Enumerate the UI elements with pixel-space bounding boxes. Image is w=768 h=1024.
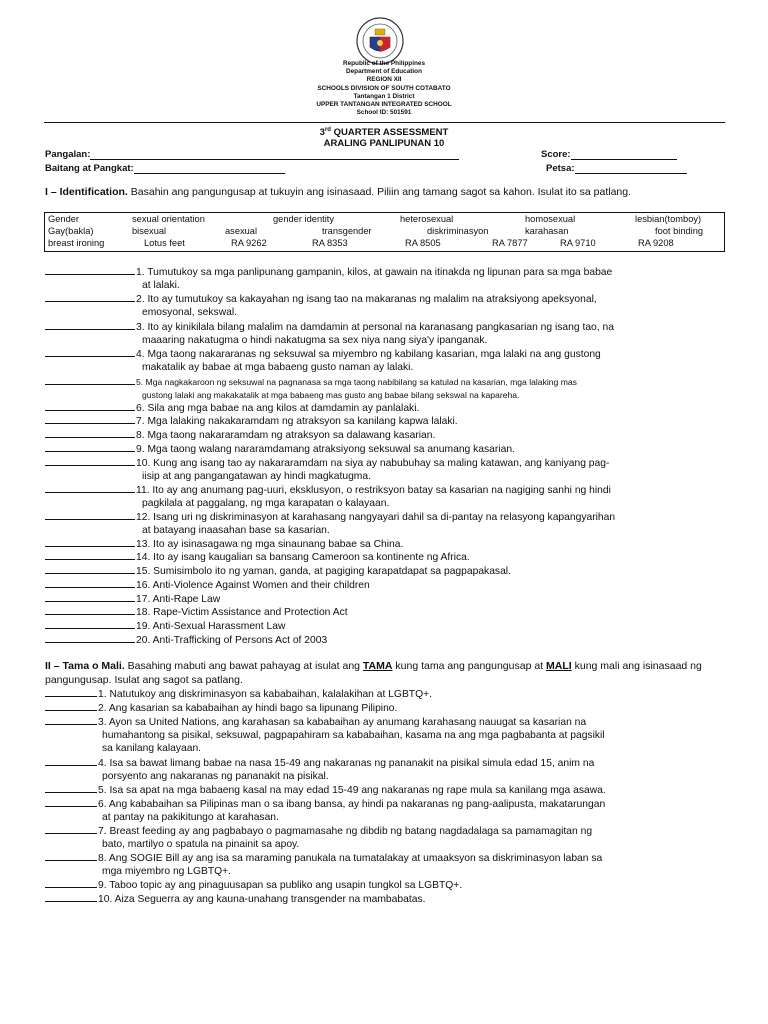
question-text: 19. Anti-Sexual Harassment Law [136, 621, 286, 632]
question-line [45, 374, 745, 389]
question-text: 10. Aiza Seguerra ay ang kauna-unahang transgender na mambabatas. [98, 894, 426, 905]
question-text: 3. Ayon sa United Nations, ang karahasan sa kababaihan ay anumang karahasang nauugat sa kasarian na [98, 717, 587, 728]
answer-blank[interactable] [45, 714, 97, 725]
answer-blank[interactable] [45, 482, 135, 493]
score-blank[interactable] [571, 149, 677, 160]
question-line [45, 482, 745, 497]
header-line: Tantangan 1 District [353, 92, 415, 100]
question-line [45, 755, 745, 770]
answer-blank[interactable] [45, 823, 97, 834]
question-text: 6. Ang kababaihan sa Pilipinas man o sa ibang bansa, ay hindi pa nakaranas ng pang-aalipusta, makatarungan [98, 799, 606, 810]
question-line [45, 413, 745, 428]
question-line [45, 618, 745, 633]
question-item [45, 413, 745, 428]
question-item [45, 563, 745, 578]
question-text: 4. Mga taong nakararanas ng seksuwal sa miyembro ng kabilang kasarian, mga lalaki na ang gustong [136, 349, 601, 360]
question-item [45, 714, 745, 755]
question-continuation: emosyonal, sekswal. [142, 307, 237, 318]
header-line: Department of Education [346, 68, 422, 76]
header-divider [44, 122, 725, 123]
question-text: 2. Ang kasarian sa kababaihan ay hindi bago sa lipunang Pilipino. [98, 703, 398, 714]
header-line: SCHOOLS DIVISION OF SOUTH COTABATO [317, 84, 451, 92]
answer-blank[interactable] [45, 782, 97, 793]
answer-blank[interactable] [45, 549, 135, 560]
question-continuation: maaaring nakatugma o hindi nakatugma sa sex niya nang siya'y ipanganak. [142, 335, 488, 346]
question-line [45, 509, 745, 524]
assessment-title: 3rd QUARTER ASSESSMENT [319, 127, 449, 139]
question-text: 11. Ito ay ang anumang pag-uuri, eksklusyon, o restriksyon batay sa kasarian na nagiging sanhi ng hindi [136, 485, 611, 496]
choice: asexual [225, 226, 258, 236]
answer-blank[interactable] [45, 632, 135, 643]
answer-blank[interactable] [45, 755, 97, 766]
score-field[interactable]: Score: [541, 149, 677, 160]
answer-blank[interactable] [45, 441, 135, 452]
choice: heterosexual [400, 214, 454, 224]
question-line [45, 714, 745, 729]
question-text: 9. Taboo topic ay ang pinaguusapan sa publiko ang usapin tungkol sa LGBTQ+. [98, 880, 463, 891]
question-text: 10. Kung ang isang tao ay nakararamdam na siya ay nabubuhay sa maling katawan, ang kaniyang pag- [136, 458, 610, 469]
question-text: 2. Ito ay tumutukoy sa kakayahan ng isang tao na makaranas ng malalim na atraksiyong apeksyonal, [136, 294, 597, 305]
question-continuation: mga miyembro ng LGBTQ+. [102, 866, 232, 877]
question-line [45, 291, 745, 306]
question-line [45, 850, 745, 865]
answer-blank[interactable] [45, 891, 97, 902]
question-line [45, 427, 745, 442]
question-line [45, 264, 745, 279]
question-text: 3. Ito ay kinikilala bilang malalim na damdamin at personal na karanasang pangkasarian ng isang tao, na [136, 322, 614, 333]
answer-blank[interactable] [45, 604, 135, 615]
answer-blank[interactable] [45, 686, 97, 697]
date-blank[interactable] [575, 163, 687, 174]
question-item [45, 291, 745, 319]
answer-blank[interactable] [45, 700, 97, 711]
question-line [45, 346, 745, 361]
question-text: 15. Sumisimbolo ito ng yaman, ganda, at pagiging karapatdapat sa pagpapakasal. [136, 566, 511, 577]
question-line [45, 823, 745, 838]
question-line [45, 782, 745, 797]
question-line [45, 319, 745, 334]
deped-seal-icon [356, 17, 404, 65]
date-field[interactable]: Petsa: [546, 163, 687, 174]
question-item [45, 509, 745, 537]
question-continuation: porsyento ang nakaranas ng pananakit na pisikal. [102, 771, 329, 782]
choice: homosexual [525, 214, 576, 224]
question-continuation: makatalik ay babae at mga babaeng gusto naman ay lalaki. [142, 362, 414, 373]
answer-blank[interactable] [45, 264, 135, 275]
question-text: 14. Ito ay isang kaugalian sa bansang Cameroon sa kontinente ng Africa. [136, 552, 470, 563]
school-header [0, 60, 768, 117]
question-text: 20. Anti-Trafficking of Persons Act of 2003 [136, 635, 328, 646]
choice: Gay(bakla) [48, 226, 94, 236]
question-continuation: pagkilala at paggalang, ng mga karapatan o kalayaan. [142, 498, 390, 509]
choice: foot binding [655, 226, 704, 236]
grade-section-field[interactable]: Baitang at Pangkat: [45, 163, 285, 174]
answer-blank[interactable] [45, 850, 97, 861]
answer-blank[interactable] [45, 291, 135, 302]
answer-blank[interactable] [45, 509, 135, 520]
question-line [45, 796, 745, 811]
question-text: 5. Mga nagkakaroon ng seksuwal na pagnanasa sa mga taong nabibilang sa katulad na kasarian, mga lalaking mas [136, 377, 577, 387]
answer-blank[interactable] [45, 413, 135, 424]
header-line: REGION XII [366, 76, 402, 84]
grade-blank[interactable] [134, 163, 285, 174]
question-item [45, 577, 745, 592]
question-continuation: at batayang inaasahan base sa kasarian. [142, 525, 330, 536]
question-line [45, 441, 745, 456]
question-continuation: humahantong sa pisikal, seksuwal, pagpapahiram sa kababaihan, kasama na ang mga pagbabanta at pagsikil [102, 730, 605, 741]
question-text: 8. Mga taong nakararamdam ng atraksyon sa dalawang kasarian. [136, 430, 436, 441]
question-text: 7. Mga lalaking nakakaramdam ng atraksyon sa kanilang kapwa lalaki. [136, 416, 458, 427]
choices-box [44, 212, 725, 252]
question-item [45, 755, 745, 783]
choice: RA 8353 [312, 238, 348, 248]
question-item [45, 632, 745, 647]
choice: bisexual [132, 226, 167, 236]
question-text: 17. Anti-Rape Law [136, 594, 221, 605]
question-item [45, 346, 745, 374]
answer-blank[interactable] [45, 577, 135, 588]
question-continuation: sa kanilang kalayaan. [102, 743, 202, 754]
question-line [45, 563, 745, 578]
answer-blank[interactable] [45, 319, 135, 330]
answer-blank[interactable] [45, 536, 135, 547]
question-line [45, 604, 745, 619]
answer-blank[interactable] [45, 796, 97, 807]
answer-blank[interactable] [45, 427, 135, 438]
question-continuation: gustong lalaki ang makakatalik at mga babaeng mas gusto ang babae bilang sekswal na kapareha. [142, 390, 520, 400]
question-item [45, 441, 745, 456]
choice: RA 9262 [231, 238, 267, 248]
question-continuation: at pantay na pakikitungo at karahasan. [102, 812, 279, 823]
choice: RA 9710 [560, 238, 596, 248]
answer-blank[interactable] [45, 591, 135, 602]
choice: sexual orientation [132, 214, 205, 224]
question-item [45, 796, 745, 824]
question-line [45, 686, 745, 701]
question-item [45, 604, 745, 619]
question-text: 9. Mga taong walang nararamdamang atraksiyong seksuwal sa anumang kasarian. [136, 444, 515, 455]
question-line [45, 577, 745, 592]
question-continuation: iisip at ang pangangatawan ay hindi magkatugma. [142, 471, 371, 482]
question-line [45, 549, 745, 564]
question-item [45, 877, 745, 892]
question-item [45, 850, 745, 878]
question-item [45, 891, 745, 906]
question-continuation: bato, martilyo o spatula na pinainit sa apoy. [102, 839, 300, 850]
question-item [45, 686, 745, 701]
question-text: 7. Breast feeding ay ang pagbabayo o pagmamasahe ng dibdib ng batang nagdadalaga sa pamamagitan ng [98, 826, 593, 837]
question-item [45, 700, 745, 715]
question-text: 16. Anti-Violence Against Women and their children [136, 580, 370, 591]
choice: gender identity [273, 214, 334, 224]
question-text: 1. Natutukoy ang diskriminasyon sa kababaihan, kalalakihan at LGBTQ+. [98, 689, 432, 700]
question-item [45, 549, 745, 564]
name-blank[interactable] [90, 149, 459, 160]
question-text: 1. Tumutukoy sa mga panlipunang gampanin, kilos, at gawain na itinakda ng lipunan para sa mga babae [136, 267, 613, 278]
question-line [45, 891, 745, 906]
question-text: 4. Isa sa bawat limang babae na nasa 15-49 ang nakaranas ng pananakit na pisikal simula edad 15, anim na [98, 758, 595, 769]
answer-blank[interactable] [45, 455, 135, 466]
question-item [45, 374, 745, 402]
section1-instructions: I – Identification. Basahin ang pangungusap at tukuyin ang isinasaad. Piliin ang tamang sagot sa kahon. Isulat ito sa patlang. [45, 186, 632, 198]
question-line [45, 632, 745, 647]
header-line: UPPER TANTANGAN INTEGRATED SCHOOL [316, 101, 452, 109]
choice: karahasan [525, 226, 569, 236]
question-line [45, 877, 745, 892]
answer-blank[interactable] [45, 400, 135, 411]
question-item [45, 427, 745, 442]
choice: transgender [322, 226, 372, 236]
answer-blank[interactable] [45, 877, 97, 888]
question-text: 8. Ang SOGIE Bill ay ang isa sa maraming panukala na tumatalakay at umaaksyon sa diskriminasyon laban sa [98, 853, 603, 864]
choice: lesbian(tomboy) [635, 214, 702, 224]
question-text: 12. Isang uri ng diskriminasyon at karahasang nangyayari dahil sa di-pantay na relasyong kapangyarihan [136, 512, 616, 523]
choice: RA 9208 [638, 238, 674, 248]
question-text: 5. Isa sa apat na mga babaeng kasal na may edad 15-49 ang nakaranas ng rape mula sa kanilang mga asawa. [98, 785, 606, 796]
choice: diskriminasyon [427, 226, 489, 236]
question-text: 13. Ito ay isinasagawa ng mga sinaunang babae sa China. [136, 539, 404, 550]
header-line: School ID: 501591 [356, 109, 412, 117]
question-item [45, 482, 745, 510]
section2-instructions: II – Tama o Mali. Basahing mabuti ang bawat pahayag at isulat ang TAMA kung tama ang pangungusap at MALI kung mali ang isinasaad ng pangungusap. Isulat ang sagot sa patlang. [45, 660, 702, 686]
choice: Lotus feet [144, 238, 185, 248]
question-text: 6. Sila ang mga babae na ang kilos at damdamin ay panlalaki. [136, 403, 420, 414]
choice: RA 7877 [492, 238, 528, 248]
name-field[interactable]: Pangalan: [45, 149, 459, 160]
choice: Gender [48, 214, 80, 224]
question-item [45, 618, 745, 633]
question-line [45, 700, 745, 715]
question-item [45, 264, 745, 292]
choice: breast ironing [48, 238, 105, 248]
question-item [45, 782, 745, 797]
answer-blank[interactable] [45, 374, 135, 385]
subject-title: ARALING PANLIPUNAN 10 [323, 138, 445, 149]
answer-blank[interactable] [45, 563, 135, 574]
choice: RA 8505 [405, 238, 441, 248]
question-item [45, 319, 745, 347]
answer-blank[interactable] [45, 618, 135, 629]
question-line [45, 455, 745, 470]
question-text: 18. Rape-Victim Assistance and Protection Act [136, 607, 348, 618]
header-line: Republic of the Philippines [342, 60, 426, 67]
question-item [45, 823, 745, 851]
answer-blank[interactable] [45, 346, 135, 357]
question-item [45, 455, 745, 483]
question-continuation: at lalaki. [142, 280, 180, 291]
